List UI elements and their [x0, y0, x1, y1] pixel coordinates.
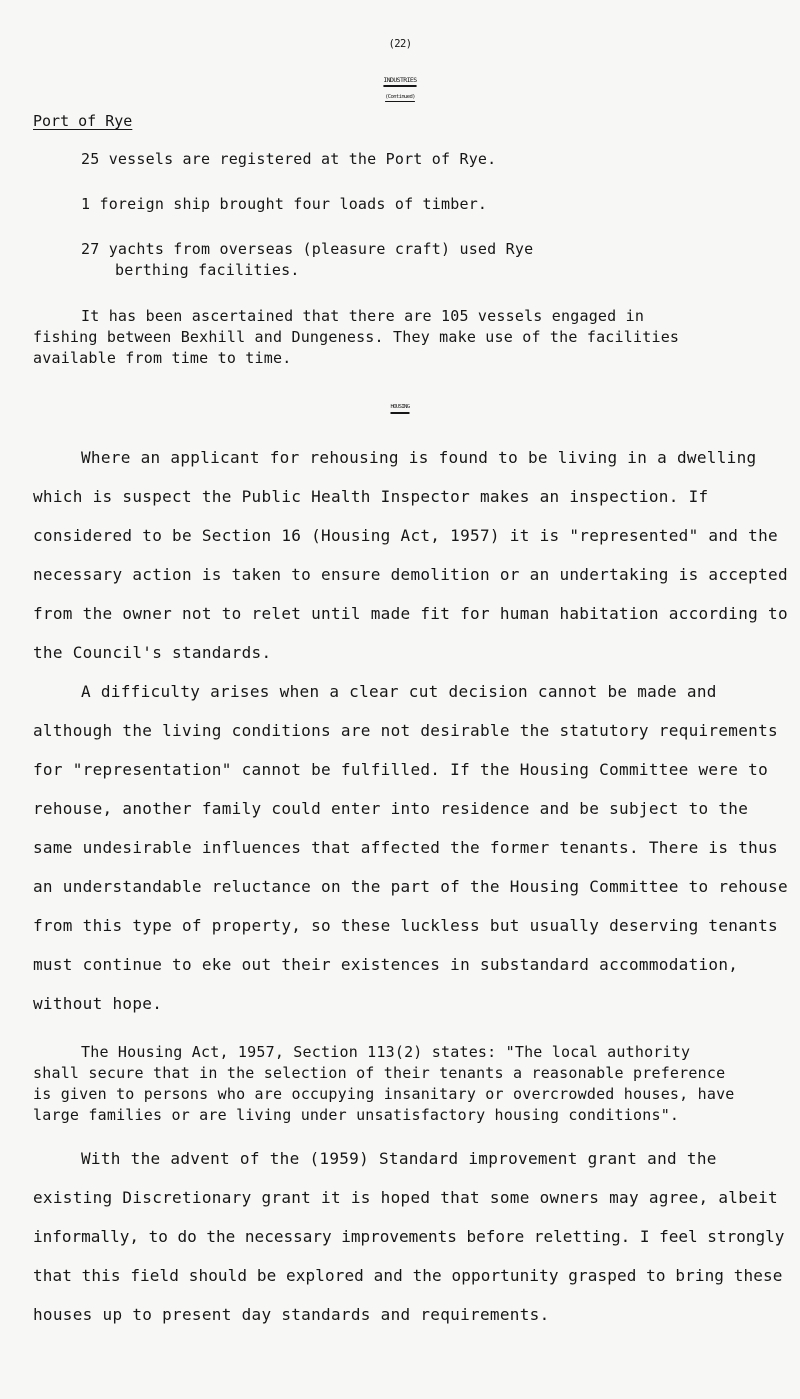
housing-heading — [0, 404, 800, 410]
housing-para1-line: which is suspect the Public Health Inspector makes an inspection. If — [33, 487, 709, 506]
housing-para2-line: same undesirable influences that affected the former tenants. There is thus — [33, 838, 778, 857]
section-heading — [0, 76, 800, 84]
section-continued — [0, 94, 800, 100]
housing-para4-line: houses up to present day standards and requirements. — [33, 1305, 550, 1324]
housing-para2-line: A difficulty arises when a clear cut decision cannot be made and — [81, 682, 717, 701]
port-paragraph-4-line-2: fishing between Bexhill and Dungeness. They make use of the facilities — [33, 328, 680, 346]
housing-para2-line: from this type of property, so these luckless but usually deserving tenants — [33, 916, 778, 935]
port-paragraph-4-line-1: It has been ascertained that there are 105 vessels engaged in — [81, 307, 645, 325]
housing-para1-line: necessary action is taken to ensure demolition or an undertaking is accepted — [33, 565, 788, 584]
housing-para2-line: rehouse, another family could enter into residence and be subject to the — [33, 799, 749, 818]
section-heading-text: INDUSTRIES — [383, 76, 417, 84]
section-continued-text: (Continued) — [385, 94, 415, 100]
port-paragraph-4-line-3: available from time to time. — [33, 349, 292, 367]
housing-para1-line: considered to be Section 16 (Housing Act, 1957) it is "represented" and the — [33, 526, 778, 545]
housing-para2-line: although the living conditions are not desirable the statutory requirements — [33, 721, 778, 740]
housing-para3-line: The Housing Act, 1957, Section 113(2) states: "The local authority — [81, 1043, 691, 1061]
housing-para2-line: without hope. — [33, 994, 163, 1013]
housing-para3-line: shall secure that in the selection of their tenants a reasonable preference — [33, 1064, 726, 1082]
port-paragraph-3-line-1: 27 yachts from overseas (pleasure craft) used Rye — [81, 240, 534, 258]
housing-para3-line: is given to persons who are occupying insanitary or overcrowded houses, have — [33, 1085, 735, 1103]
housing-para4-line: that this field should be explored and the opportunity grasped to bring these — [33, 1266, 783, 1285]
housing-heading-text: HOUSING — [390, 404, 410, 410]
housing-para1-line: from the owner not to relet until made fit for human habitation according to — [33, 604, 788, 623]
port-paragraph-3-line-2: berthing facilities. — [115, 261, 300, 279]
housing-para1-line: the Council's standards. — [33, 643, 272, 662]
housing-para3-line: large families or are living under unsatisfactory housing conditions". — [33, 1106, 680, 1124]
page-number: (22) — [388, 38, 412, 50]
port-paragraph-2: 1 foreign ship brought four loads of timber. — [81, 195, 488, 213]
housing-para2-line: an understandable reluctance on the part of the Housing Committee to rehouse — [33, 877, 788, 896]
housing-para4-line: informally, to do the necessary improvements before reletting. I feel strongly — [33, 1227, 785, 1246]
port-paragraph-1: 25 vessels are registered at the Port of Rye. — [81, 150, 497, 168]
housing-para2-line: for "representation" cannot be fulfilled. If the Housing Committee were to — [33, 760, 769, 779]
housing-para4-line: With the advent of the (1959) Standard improvement grant and the — [81, 1149, 717, 1168]
housing-para2-line: must continue to eke out their existences in substandard accommodation, — [33, 955, 739, 974]
housing-para1-line: Where an applicant for rehousing is found to be living in a dwelling — [81, 448, 757, 467]
housing-para4-line: existing Discretionary grant it is hoped that some owners may agree, albeit — [33, 1188, 778, 1207]
port-of-rye-heading: Port of Rye — [33, 112, 133, 130]
